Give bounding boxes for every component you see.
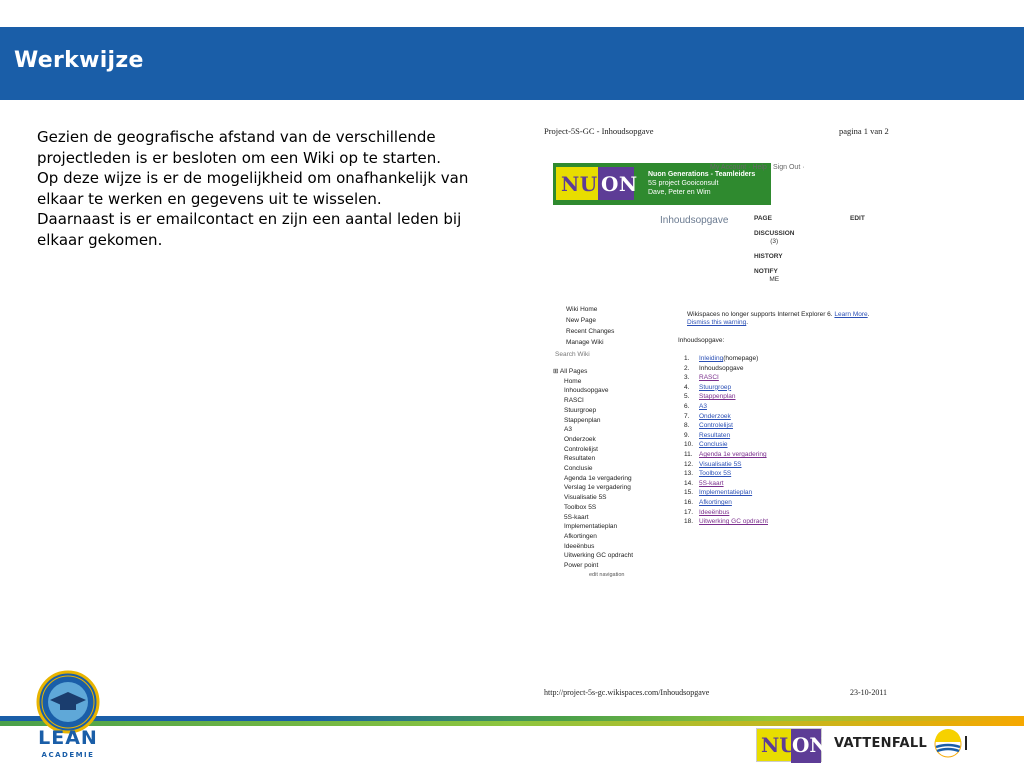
expand-icon[interactable]: ⊞ [553, 368, 559, 375]
search-wiki-input[interactable]: Search Wiki [555, 351, 590, 358]
all-pages-item[interactable]: Resultaten [564, 455, 596, 463]
ie6-notice: Wikispaces no longer supports Internet Explorer 6. Learn More. Dismiss this warning. [687, 311, 870, 326]
all-pages-item[interactable]: Stuurgroep [564, 406, 597, 414]
toc-row [684, 517, 768, 527]
toc-link[interactable]: Uitwerking GC opdracht [699, 518, 768, 526]
toc-number: 3. [684, 374, 690, 382]
nuon-logo-icon: NU ON [556, 167, 634, 200]
toc-number: 1. [684, 355, 690, 362]
print-page-number: pagina 1 van 2 [839, 126, 889, 136]
toc-number: 10. [684, 441, 694, 449]
nav-wiki-home[interactable]: Wiki Home [566, 306, 598, 313]
nav-recent-changes[interactable]: Recent Changes [566, 328, 615, 335]
footer-stripe-bottom [0, 721, 1024, 726]
all-pages-item[interactable]: Stappenplan [564, 416, 601, 424]
all-pages-item[interactable]: Afkortingen [564, 532, 597, 540]
toc-row [684, 469, 768, 479]
vattenfall-wordmark: VATTENFALL [834, 736, 928, 751]
toc-title: Inhoudsopgave: [678, 337, 725, 344]
banner-line-1: Nuon Generations - Teamleiders [648, 171, 756, 178]
toc-number: 11. [684, 450, 693, 458]
toc-number: 2. [684, 364, 690, 372]
toc-row [684, 440, 768, 450]
nuon-logo-icon: NU ON [756, 728, 822, 762]
toc-link[interactable]: Controlelijst [699, 422, 733, 430]
toc-list [684, 354, 768, 527]
nav-new-page[interactable]: New Page [566, 317, 596, 324]
toc-row [684, 383, 768, 393]
dismiss-warning-link[interactable]: Dismiss this warning [687, 319, 747, 326]
vattenfall-divider [965, 736, 967, 750]
toc-row [684, 479, 768, 489]
toc-row [684, 508, 768, 518]
all-pages-item[interactable]: Inhoudsopgave [564, 387, 609, 395]
nav-manage-wiki[interactable]: Manage Wiki [566, 339, 604, 346]
toc-link[interactable]: RASCI [699, 374, 719, 382]
toc-link[interactable]: Conclusie [699, 441, 728, 449]
toc-number: 4. [684, 383, 690, 391]
lean-academy-logo-icon [36, 670, 100, 734]
account-links[interactable]: My Account · Help · Sign Out · [710, 164, 805, 171]
banner-line-3: Dave, Peter en Wim [648, 189, 711, 196]
toc-link[interactable]: Inleiding [699, 355, 724, 362]
toc-number: 9. [684, 431, 690, 439]
toc-row [684, 488, 768, 498]
toc-row [684, 460, 768, 470]
toc-link: Inhoudsopgave [699, 364, 744, 372]
vattenfall-logo-icon [933, 730, 963, 758]
toc-link[interactable]: 5S-kaart [699, 479, 724, 487]
print-footer-url: http://project-5s-gc.wikispaces.com/Inhoudsopgave [544, 688, 710, 697]
tab-notify[interactable]: NOTIFY [754, 268, 778, 275]
paragraph-1: Gezien de geografische afstand van de verschillende projectleden is er besloten om een Wiki op te starten. [37, 128, 442, 167]
print-footer-date: 23-10-2011 [850, 688, 888, 697]
all-pages-item[interactable]: Uitwerking GC opdracht [564, 552, 633, 560]
toc-number: 5. [684, 393, 690, 401]
all-pages-item[interactable]: Onderzoek [564, 435, 596, 443]
wiki-page-heading: Inhoudsopgave [660, 215, 729, 226]
all-pages-item[interactable]: Agenda 1e vergadering [564, 474, 632, 482]
toc-number: 17. [684, 508, 694, 516]
tab-page[interactable]: PAGE [754, 215, 772, 222]
toc-link[interactable]: A3 [699, 402, 707, 410]
toc-number: 6. [684, 402, 690, 410]
toc-number: 13. [684, 470, 694, 478]
toc-suffix: (homepage) [723, 355, 759, 362]
all-pages-item[interactable]: Ideeënbus [564, 542, 595, 550]
learn-more-link[interactable]: Learn More [834, 311, 868, 318]
wiki-side-tabs [754, 215, 794, 291]
all-pages-item[interactable]: Implementatieplan [564, 523, 618, 531]
all-pages-item[interactable]: Verslag 1e vergadering [564, 484, 631, 492]
banner-line-2: 5S project Gooiconsult [648, 180, 719, 187]
all-pages-item[interactable]: Controlelijst [564, 445, 598, 453]
all-pages-item[interactable]: Power point [564, 562, 599, 570]
tab-discussion[interactable]: DISCUSSION [754, 230, 795, 237]
toc-link[interactable]: Toolbox 5S [699, 470, 732, 478]
slide-body-text [37, 127, 487, 250]
toc-link[interactable]: Afkortingen [699, 498, 732, 506]
slide-title: Werkwijze [14, 48, 144, 73]
paragraph-2: Op deze wijze is er de mogelijkheid om onafhankelijk van elkaar te werken en gegevens uit te wisselen. [37, 169, 469, 208]
edit-navigation-link[interactable]: edit navigation [589, 571, 625, 578]
lean-logo-subtext: ACADEMIE [41, 751, 95, 759]
toc-row [684, 450, 768, 460]
toc-row [684, 431, 768, 441]
banner-text [648, 170, 755, 197]
toc-row [684, 392, 768, 402]
all-pages-item[interactable]: RASCI [564, 397, 584, 405]
all-pages-item[interactable]: Conclusie [564, 465, 593, 473]
wiki-nav-links [566, 304, 614, 348]
toc-link[interactable]: Resultaten [699, 431, 731, 439]
toc-row [684, 402, 768, 412]
toc-number: 7. [684, 412, 690, 420]
toc-link[interactable]: Stappenplan [699, 393, 736, 401]
toc-link[interactable]: Stuurgroep [699, 383, 732, 391]
toc-number: 12. [684, 460, 694, 468]
all-pages-header[interactable]: ⊞ All Pages [553, 368, 588, 375]
tab-edit[interactable]: EDIT [850, 215, 865, 222]
toc-number: 15. [684, 489, 694, 497]
all-pages-item[interactable]: 5S-kaart [564, 513, 589, 521]
toc-number: 8. [684, 422, 690, 430]
tab-notify-sub: ME [769, 276, 780, 283]
tab-history[interactable]: HISTORY [754, 253, 783, 260]
all-pages-item[interactable]: Home [564, 377, 582, 385]
print-header-title: Project-5S-GC - Inhoudsopgave [544, 126, 654, 136]
all-pages-item[interactable]: Toolbox 5S [564, 503, 597, 511]
toc-number: 18. [684, 518, 694, 526]
toc-number: 16. [684, 498, 694, 506]
toc-row [684, 421, 768, 431]
toc-link[interactable]: Agenda 1e vergadering [699, 450, 767, 458]
title-bar [0, 27, 1024, 100]
toc-link[interactable]: Visualisatie 5S [699, 460, 742, 468]
wiki-printout-image [540, 118, 900, 703]
toc-number: 14. [684, 479, 694, 487]
all-pages-list [553, 367, 633, 580]
toc-row [684, 412, 768, 422]
toc-link[interactable]: Ideeënbus [699, 508, 730, 516]
toc-row [684, 498, 768, 508]
toc-link[interactable]: Implementatieplan [699, 489, 753, 497]
discussion-count: (3) [770, 238, 779, 245]
toc-row [684, 354, 768, 364]
toc-link[interactable]: Onderzoek [699, 412, 731, 420]
toc-row [684, 364, 768, 374]
lean-logo-text: LEAN [38, 727, 98, 749]
toc-row [684, 373, 768, 383]
all-pages-item[interactable]: Visualisatie 5S [564, 494, 607, 502]
paragraph-3: Daarnaast is er emailcontact en zijn een aantal leden bij elkaar gekomen. [37, 210, 462, 249]
all-pages-item[interactable]: A3 [564, 426, 572, 434]
